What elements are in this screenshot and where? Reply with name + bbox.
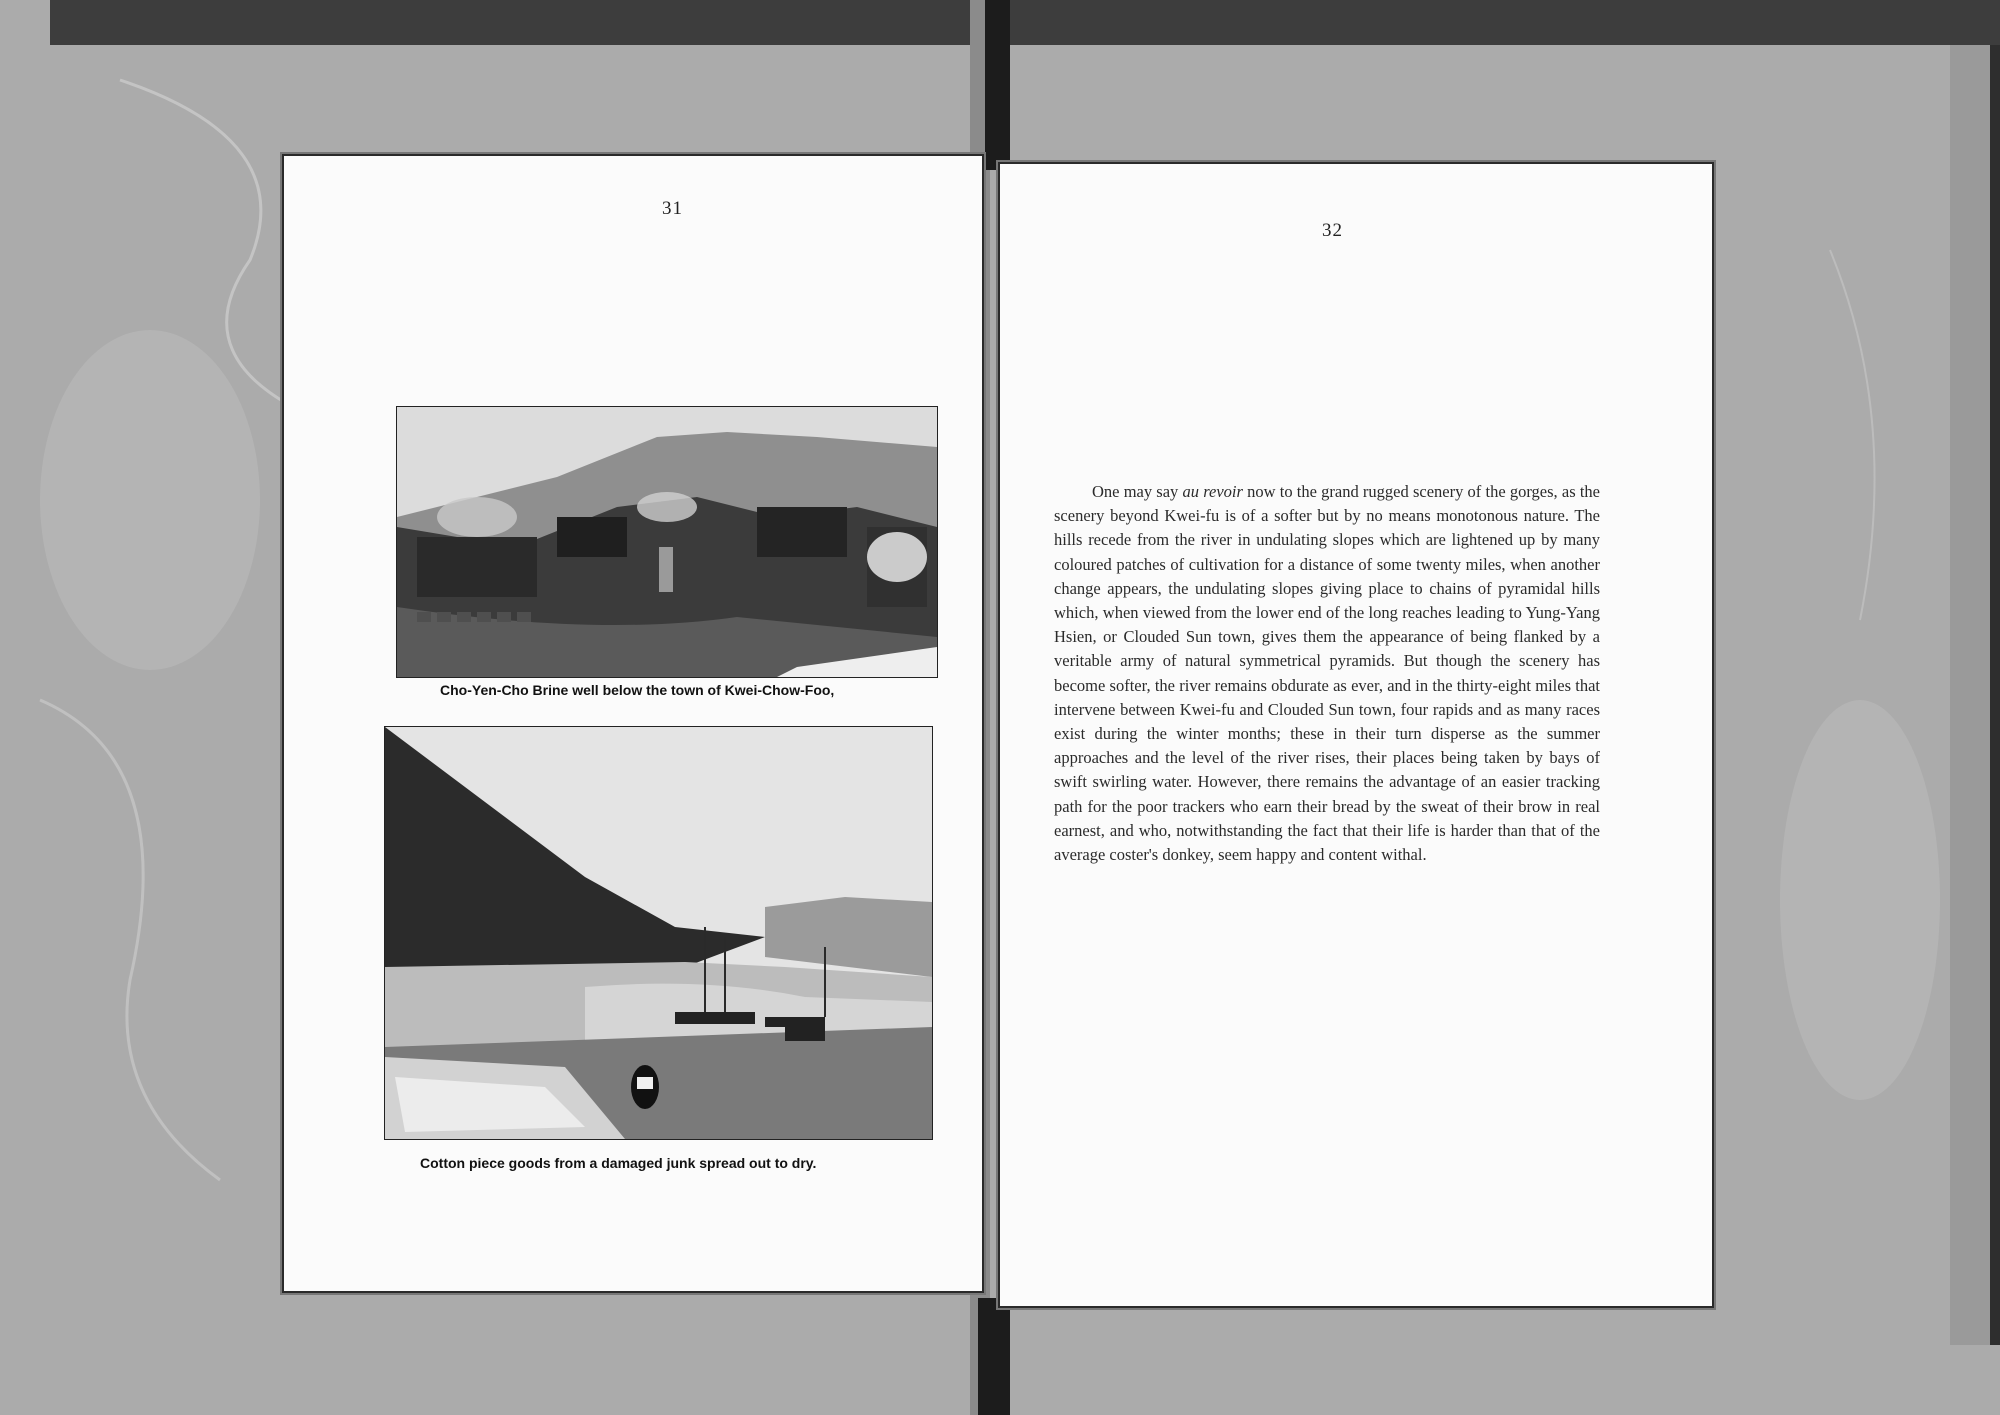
paragraph-lead: One may say	[1092, 482, 1183, 501]
page-number: 32	[1322, 220, 1343, 241]
italic-phrase: au revoir	[1182, 482, 1243, 501]
body-paragraph	[1054, 480, 1600, 867]
drying-cotton-photo	[384, 726, 933, 1140]
left-page	[284, 156, 982, 1291]
right-page	[1000, 164, 1712, 1306]
photo-caption: Cho-Yen-Cho Brine well below the town of Kwei-Chow-Foo,	[440, 682, 835, 698]
paragraph-rest: now to the grand rugged scenery of the gorges, as the scenery beyond Kwei-fu is of a softer but by no means monotonous nature. The hills recede from the river in undulating slopes which are lightened up by many coloured patches of cultivation for a distance of some twenty miles, when another change appears, the undulating slopes giving place to chains of pyramidal hills which, when viewed from the lower end of the long reaches leading to Yung-Yang Hsien, or Clouded Sun town, gives them the appearance of being flanked by a veritable army of natural symmetrical pyramids. But though the scenery has become softer, the river remains obdurate as ever, and in the thirty-eight miles that intervene between Kwei-fu and Clouded Sun town, four rapids and as many races exist during the winter months; these in their turn disperse as the summer approaches and the level of the river rises, their places being taken by bays of swift swirling water. However, there remains the advantage of an easier tracking path for the poor trackers who earn their bread by the sweat of their brow in real earnest, and who, notwithstanding the fact that their life is harder than that of the average coster's donkey, seem happy and content withal.	[1054, 482, 1600, 865]
book-spine-top	[985, 0, 1010, 170]
page-number: 31	[662, 198, 683, 219]
photo-caption: Cotton piece goods from a damaged junk spread out to dry.	[420, 1155, 817, 1171]
book-spine-bottom	[978, 1298, 1010, 1415]
brine-well-photo	[396, 406, 938, 678]
